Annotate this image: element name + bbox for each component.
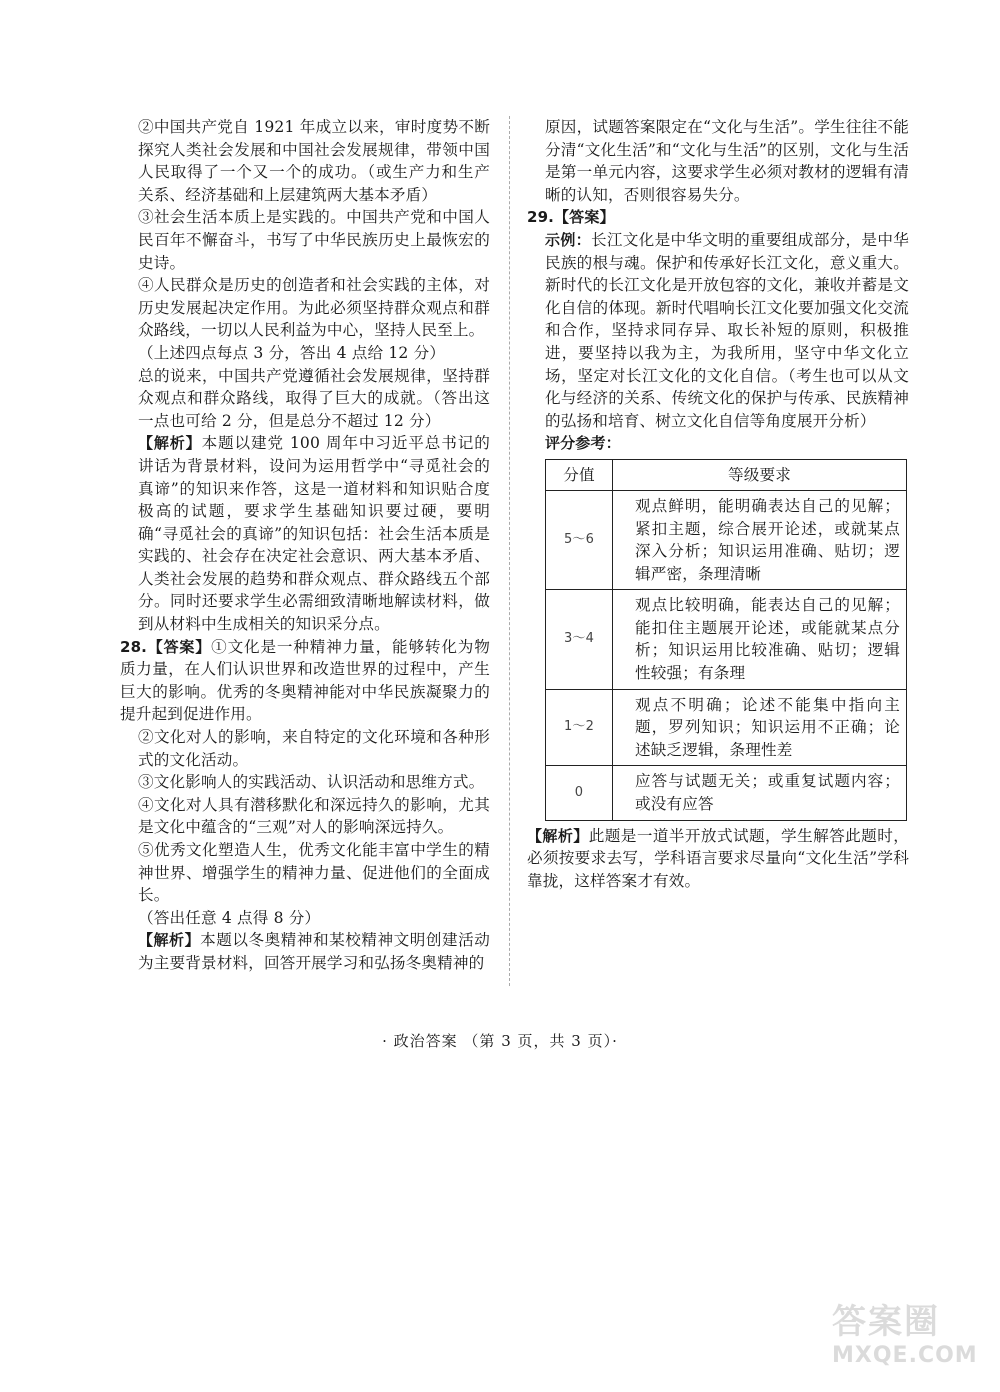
scoring-note: （上述四点每点 3 分，答出 4 点给 12 分） (138, 343, 446, 362)
table-header-row (546, 459, 907, 490)
score-cell: 3～4 (546, 590, 613, 689)
q29-example-text: 长江文化是中华文明的重要组成部分，是中华民族的根与魂。保护和传承好长江文化，意义重大。新时代的长江文化是开放包容的文化，兼收并蓄是文化自信的体现。新时代唱响长江文化要加强文化交流和合作，坚持求同存异、取长补短的原则，积极推进，要坚持以我为主，为我所用，坚守中华文化立场，坚定对长江文化的文化自信。（考生也可以从文化与经济的关系、传统文化的保护与传承、民族精神的弘扬和培育、树立文化自信等角度展开分析） (545, 230, 909, 430)
requirement-cell: 应答与试题无关；或重复试题内容；或没有应答 (613, 766, 907, 820)
rubric-heading (527, 432, 909, 455)
analysis-29 (527, 825, 909, 893)
page-footer: · 政治答案 （第 3 页，共 3 页）· (382, 1032, 618, 1050)
requirement-cell: 观点不明确；论述不能集中指向主题，罗列知识；知识运用不正确；论述缺乏逻辑，条理性差 (613, 689, 907, 766)
left-column (120, 116, 490, 975)
watermark-text-bottom: MXQE.COM (832, 1343, 978, 1368)
q29-example (527, 229, 909, 432)
table-row (546, 490, 907, 589)
question-29-heading (527, 206, 909, 229)
point-3: ③社会生活本质上是实践的。中国共产党和中国人民百年不懈奋斗，书写了中华民族历史上最恢宏的史诗。 (138, 208, 490, 272)
table-row (546, 766, 907, 820)
summary-paragraph: 总的说来，中国共产党遵循社会发展规律，坚持群众观点和群众路线，取得了巨大的成就。（答出这一点也可给 2 分，但是总分不超过 12 分） (138, 366, 490, 430)
answer-label: 【答案】 (554, 208, 615, 227)
scoring-table (545, 459, 907, 821)
header-score: 分值 (546, 459, 613, 490)
rubric-label: 评分参考： (545, 434, 621, 453)
watermark-logo (832, 1294, 982, 1374)
analysis-label: 【解析】 (138, 434, 202, 453)
column-divider (509, 116, 510, 986)
q28-point-1: ①文化是一种精神力量，能够转化为物质力量，在人们认识世界和改造世界的过程中，产生巨大的影响。优秀的冬奥精神能对中华民族凝聚力的提升起到促进作用。 (120, 637, 490, 724)
table-row (546, 590, 907, 689)
score-cell: 1～2 (546, 689, 613, 766)
point-2: ②中国共产党自 1921 年成立以来，审时度势不断探究人类社会发展和中国社会发展规律，带领中国人民取得了一个又一个的成功。（或生产力和生产关系、经济基础和上层建筑两大基本矛盾） (138, 118, 490, 204)
question-number-28: 28. (120, 637, 148, 656)
analysis-label: 【解析】 (138, 931, 201, 950)
analysis-28-text: 本题以冬奥精神和某校精神文明创建活动为主要背景材料，回答开展学习和弘扬冬奥精神的 (138, 931, 490, 972)
requirement-cell: 观点比较明确，能表达自己的见解；能扣住主题展开论述，或能就某点分析；知识运用比较准确、贴切；逻辑性较强；有条理 (613, 590, 907, 689)
q28-point-3: ③文化影响人的实践活动、认识活动和思维方式。 (138, 773, 485, 792)
answer-label: 【答案】 (147, 637, 212, 656)
example-label: 示例： (545, 230, 591, 249)
analysis-label: 【解析】 (527, 826, 589, 845)
right-column (527, 116, 909, 892)
q28-point-5: ⑤优秀文化塑造人生，优秀文化能丰富中学生的精神世界、增强学生的精神力量、促进他们的全面成长。 (138, 841, 490, 905)
q28-point-2: ②文化对人的影响，来自特定的文化环境和各种形式的文化活动。 (138, 728, 490, 769)
score-cell: 0 (546, 766, 613, 820)
requirement-cell: 观点鲜明，能明确表达自己的见解；紧扣主题，综合展开论述，或就某点深入分析；知识运用准确、贴切；逻辑严密，条理清晰 (613, 490, 907, 589)
analysis-27-text: 本题以建党 100 周年中习近平总书记的讲话为背景材料，设问为运用哲学中“寻觅社会的真谛”的知识来作答，这是一道材料和知识贴合度极高的试题，要求学生基础知识要过硬，要明确“寻觅社会的真谛”的知识包括：社会生活本质是实践的、社会存在决定社会意识、两大基本矛盾、人类社会发展的趋势和群众观点、群众路线五个部分。同时还要求学生必需细致清晰地解读材料，做到从材料中生成相关的知识采分点。 (138, 434, 490, 634)
analysis-27 (120, 432, 490, 635)
analysis-28 (120, 929, 490, 974)
q28-scoring-note: （答出任意 4 点得 8 分） (138, 908, 321, 927)
analysis-29-text: 此题是一道半开放式试题，学生解答此题时，必须按要求去写，学科语言要求尽量向“文化生活”学科靠拢，这样答案才有效。 (527, 826, 909, 890)
point-4: ④人民群众是历史的创造者和社会实践的主体，对历史发展起决定作用。为此必须坚持群众观点和群众路线，一切以人民利益为中心，坚持人民至上。 (138, 276, 490, 340)
score-cell: 5～6 (546, 490, 613, 589)
table-row (546, 689, 907, 766)
q28-point-4: ④文化对人具有潜移默化和深远持久的影响，尤其是文化中蕴含的“三观”对人的影响深远持久。 (138, 795, 490, 837)
question-28-answer (120, 636, 490, 726)
question-number-29: 29. (527, 208, 555, 227)
watermark-text-top: 答案圈 (832, 1302, 940, 1342)
analysis-28-continued: 原因，试题答案限定在“文化与生活”。学生往往不能分清“文化生活”和“文化与生活”的区别，文化与生活是第一单元内容，这要求学生必须对教材的逻辑有清晰的认知，否则很容易失分。 (545, 118, 909, 204)
header-requirement: 等级要求 (613, 459, 907, 490)
